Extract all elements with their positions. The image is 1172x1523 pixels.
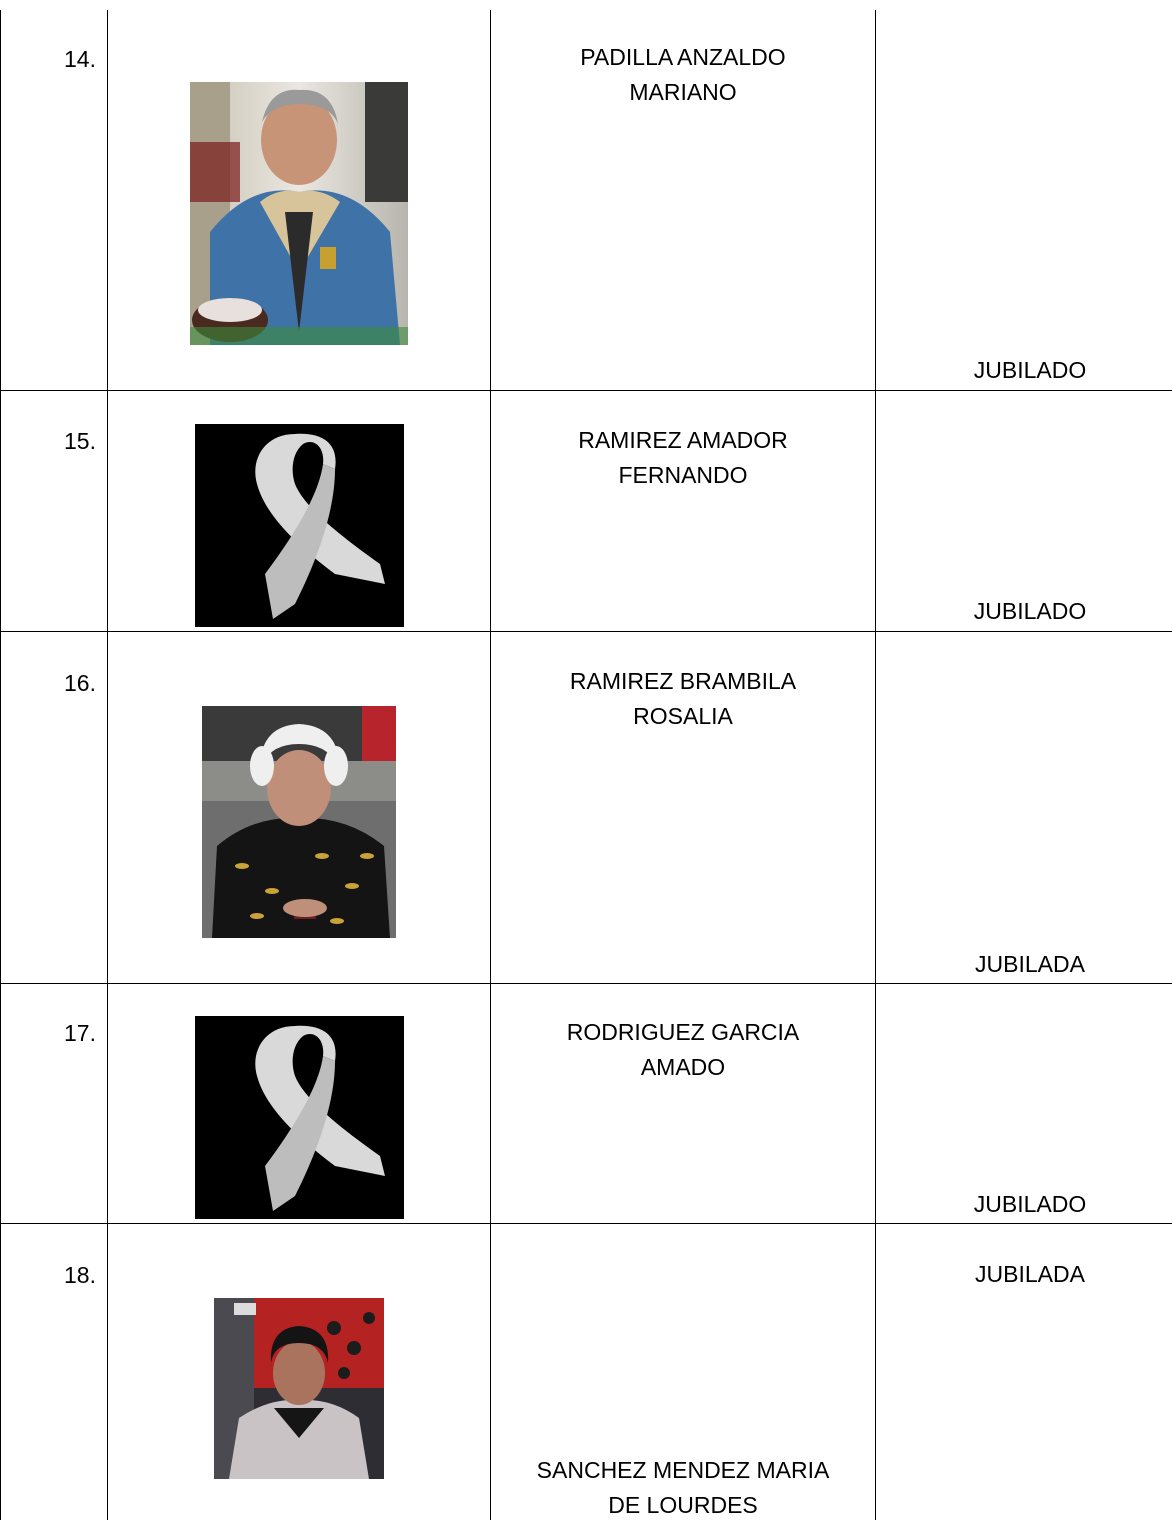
column-divider-name <box>875 10 876 1520</box>
row-divider <box>0 1223 1172 1224</box>
person-name <box>491 1453 875 1523</box>
person-name-line: SANCHEZ MENDEZ MARIA <box>536 1457 830 1483</box>
column-divider-left <box>0 10 1 1520</box>
row-number: 15. <box>64 428 96 454</box>
mourning-ribbon-icon <box>195 1016 404 1219</box>
status-label: JUBILADO <box>973 357 1087 383</box>
person-name-line: MARIANO <box>629 79 737 105</box>
person-name-line: RODRIGUEZ GARCIA <box>566 1019 800 1045</box>
status-label: JUBILADA <box>975 951 1085 977</box>
person-name-line: PADILLA ANZALDO <box>580 44 786 70</box>
person-name <box>491 40 875 110</box>
status-label: JUBILADO <box>973 1191 1087 1217</box>
person-name-line: DE LOURDES <box>608 1492 758 1518</box>
row-divider <box>0 983 1172 984</box>
person-name-line: RAMIREZ AMADOR <box>578 427 788 453</box>
person-name-line: RAMIREZ BRAMBILA <box>569 668 797 694</box>
row-divider <box>0 390 1172 391</box>
row-number: 14. <box>64 46 96 72</box>
portrait-photo <box>190 82 408 345</box>
column-divider-photo <box>490 10 491 1520</box>
person-name-line: FERNANDO <box>618 462 748 488</box>
row-number: 16. <box>64 670 96 696</box>
person-name-line: ROSALIA <box>633 703 733 729</box>
mourning-ribbon-icon <box>195 424 404 627</box>
status-label: JUBILADA <box>975 1261 1085 1287</box>
portrait-photo <box>214 1298 384 1479</box>
row-number: 17. <box>64 1020 96 1046</box>
row-number: 18. <box>64 1262 96 1288</box>
status-label: JUBILADO <box>973 598 1087 624</box>
portrait-photo <box>202 706 396 938</box>
person-name <box>491 1015 875 1085</box>
column-divider-number <box>107 10 108 1520</box>
row-divider <box>0 631 1172 632</box>
person-name <box>491 423 875 493</box>
person-name-line: AMADO <box>640 1054 726 1080</box>
person-name <box>491 664 875 734</box>
